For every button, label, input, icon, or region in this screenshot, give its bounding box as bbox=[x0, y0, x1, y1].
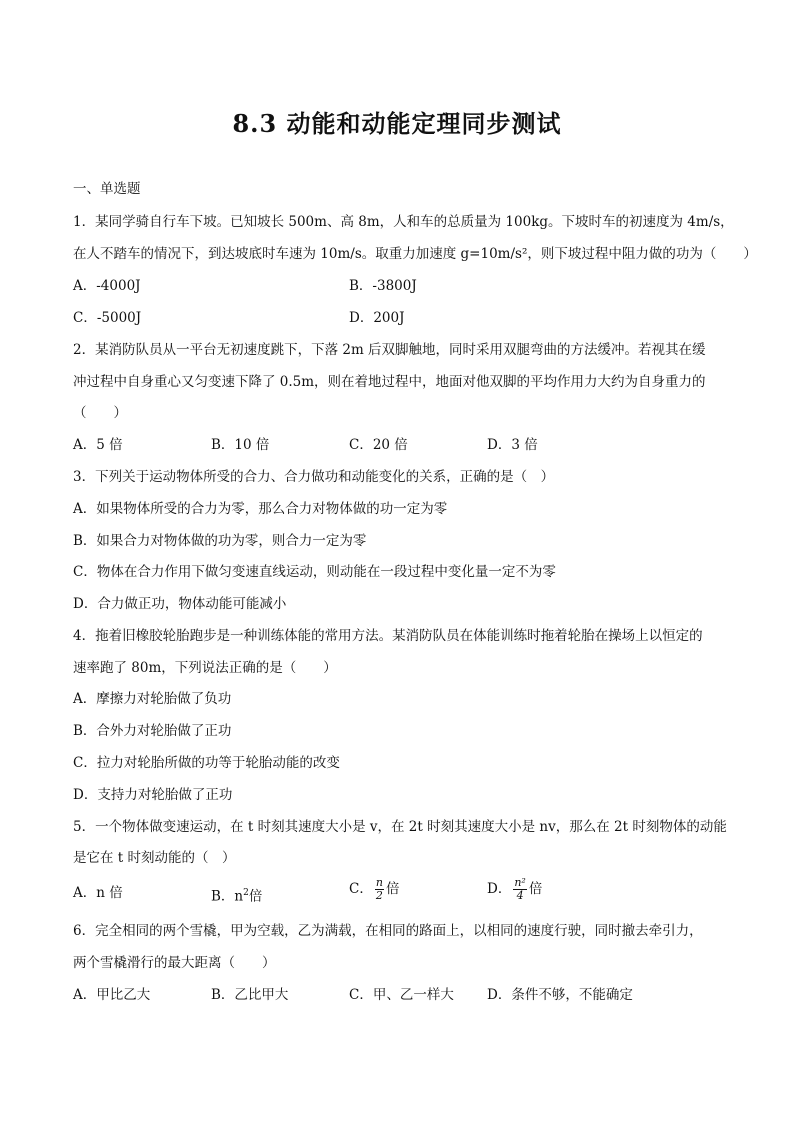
page-title: 8.3 动能和动能定理同步测试 bbox=[232, 109, 562, 138]
fraction-n2-over-4: $\frac{\text{n²}}{4}$ bbox=[514, 876, 526, 902]
fraction-n-over-2: $\frac{n}{2}$ bbox=[375, 876, 383, 902]
question-2-line-2: 冲过程中自身重心又匀变速下降了 0.5m，则在着地过程中，地面对他双脚的平均作用力大约为自身重力的 bbox=[73, 374, 706, 390]
question-2-line-3: （ ） bbox=[73, 405, 127, 421]
question-5-option-b[interactable] bbox=[211, 884, 262, 906]
question-5-option-c[interactable] bbox=[349, 877, 399, 902]
question-3-option-c[interactable]: C．物体在合力作用下做匀变速直线运动，则动能在一段过程中变化量一定不为零 bbox=[73, 564, 556, 580]
question-5-line-2: 是它在 t 时刻动能的（ ） bbox=[73, 850, 236, 866]
option-c-suffix: 倍 bbox=[385, 881, 400, 897]
question-1-option-a[interactable]: A．-4000J bbox=[73, 278, 141, 294]
question-2-option-c[interactable]: C．20 倍 bbox=[349, 437, 408, 453]
option-b-prefix: B．n bbox=[211, 888, 244, 905]
question-5-option-a[interactable]: A．n 倍 bbox=[73, 885, 123, 901]
question-4-option-b[interactable]: B．合外力对轮胎做了正功 bbox=[73, 723, 232, 739]
question-2-option-a[interactable]: A．5 倍 bbox=[73, 437, 123, 453]
question-1-line-2: 在人不踏车的情况下，到达坡底时车速为 10m/s。取重力加速度 g=10m/s²，则下坡过程中阻力做的功为（ ） bbox=[73, 246, 757, 262]
question-5-option-d[interactable] bbox=[487, 877, 542, 902]
question-5-line-1: 5．一个物体做变速运动，在 t 时刻其速度大小是 v，在 2t 时刻其速度大小是 nv，那么在 2t 时刻物体的动能 bbox=[73, 819, 727, 835]
option-d-suffix: 倍 bbox=[528, 881, 543, 897]
question-1-option-b[interactable]: B．-3800J bbox=[349, 278, 417, 294]
question-4-line-1: 4．拖着旧橡胶轮胎跑步是一种训练体能的常用方法。某消防队员在体能训练时拖着轮胎在操场上以恒定的 bbox=[73, 628, 703, 644]
section-heading: 一、单选题 bbox=[73, 181, 141, 197]
option-b-exponent: 2 bbox=[243, 888, 249, 898]
question-6-option-c[interactable]: C．甲、乙一样大 bbox=[349, 987, 454, 1003]
question-6-line-2: 两个雪橇滑行的最大距离（ ） bbox=[73, 955, 276, 971]
question-1-option-c[interactable]: C．-5000J bbox=[73, 310, 142, 326]
question-3-line-1: 3．下列关于运动物体所受的合力、合力做功和动能变化的关系，正确的是（ ） bbox=[73, 469, 555, 485]
question-6-option-b[interactable]: B．乙比甲大 bbox=[211, 987, 289, 1003]
question-6-option-d[interactable]: D．条件不够，不能确定 bbox=[487, 987, 633, 1003]
question-1-line-1: 1．某同学骑自行车下坡。已知坡长 500m、高 8m，人和车的总质量为 100kg。下坡时车的初速度为 4m/s， bbox=[73, 214, 734, 230]
question-3-option-b[interactable]: B．如果合力对物体做的功为零，则合力一定为零 bbox=[73, 533, 367, 549]
question-6-option-a[interactable]: A．甲比乙大 bbox=[73, 987, 151, 1003]
question-4-line-2: 速率跑了 80m，下列说法正确的是（ ） bbox=[73, 660, 337, 676]
question-2-line-1: 2．某消防队员从一平台无初速度跳下，下落 2m 后双脚触地，同时采用双腿弯曲的方法缓冲。若视其在缓 bbox=[73, 342, 706, 358]
question-4-option-a[interactable]: A．摩擦力对轮胎做了负功 bbox=[73, 691, 232, 707]
question-6-line-1: 6．完全相同的两个雪橇，甲为空载，乙为满载，在相同的路面上，以相同的速度行驶，同时撤去牵引力， bbox=[73, 923, 703, 939]
question-4-option-d[interactable]: D．支持力对轮胎做了正功 bbox=[73, 787, 233, 803]
option-c-prefix: C． bbox=[349, 881, 373, 897]
question-2-option-d[interactable]: D．3 倍 bbox=[487, 437, 538, 453]
question-2-option-b[interactable]: B．10 倍 bbox=[211, 437, 270, 453]
option-d-prefix: D． bbox=[487, 881, 512, 897]
question-4-option-c[interactable]: C．拉力对轮胎所做的功等于轮胎动能的改变 bbox=[73, 755, 340, 771]
question-3-option-a[interactable]: A．如果物体所受的合力为零，那么合力对物体做的功一定为零 bbox=[73, 501, 448, 517]
question-3-option-d[interactable]: D．合力做正功，物体动能可能减小 bbox=[73, 596, 287, 612]
question-1-option-d[interactable]: D．200J bbox=[349, 310, 405, 326]
option-b-suffix: 倍 bbox=[248, 888, 263, 905]
